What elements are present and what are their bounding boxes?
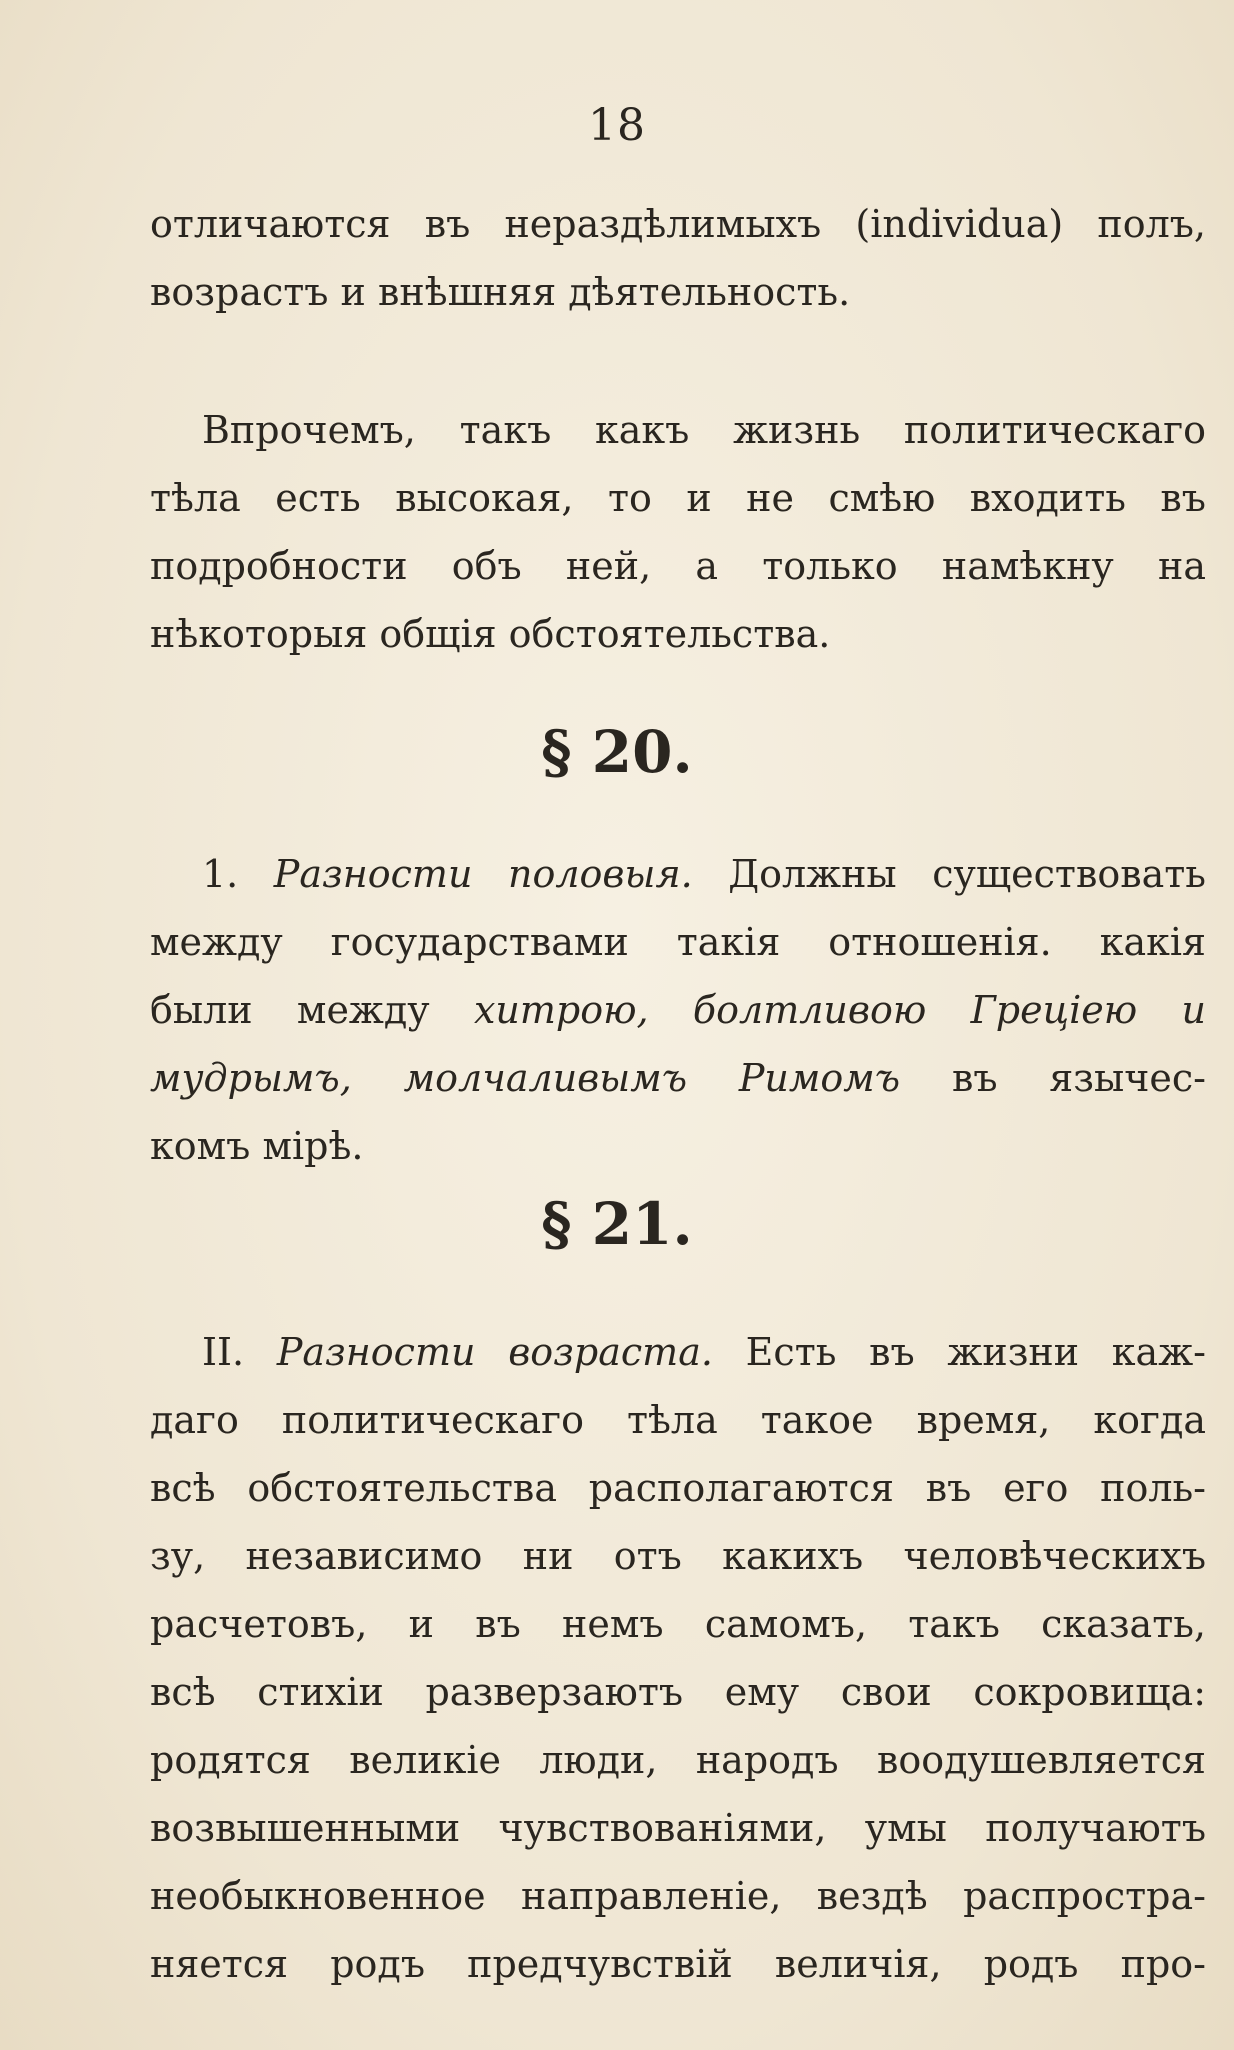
text-line: зу, независимо ни отъ какихъ человѣческихъ bbox=[150, 1534, 1206, 1578]
text-line: няется родъ предчувствій величія, родъ про- bbox=[150, 1942, 1206, 1986]
italic-fragment: мудрымъ, молчаливымъ Римомъ bbox=[150, 1056, 901, 1100]
text-fragment: Есть въ жизни каж- bbox=[745, 1330, 1206, 1374]
text-line: необыкновенное направленіе, вездѣ распростра- bbox=[150, 1874, 1206, 1918]
text-line: возрастъ и внѣшняя дѣятельность. bbox=[150, 270, 851, 314]
text-line: даго политическаго тѣла такое время, когда bbox=[150, 1398, 1206, 1442]
text-fragment: были между bbox=[150, 988, 430, 1032]
paragraph-1 bbox=[150, 190, 1206, 326]
item-title: Разности половыя. bbox=[273, 852, 693, 896]
text-line bbox=[150, 840, 1206, 908]
text-line: Впрочемъ, такъ какъ жизнь политическаго bbox=[202, 408, 1206, 452]
text-line: нѣкоторыя общія обстоятельства. bbox=[150, 612, 831, 656]
text-line: отличаются въ нераздѣлимыхъ (individua) полъ, bbox=[150, 202, 1206, 246]
paragraph-4 bbox=[150, 1318, 1206, 1998]
section-heading-20: § 20. bbox=[541, 718, 693, 786]
text-line: всѣ обстоятельства располагаются въ его поль- bbox=[150, 1466, 1206, 1510]
text-line: всѣ стихіи разверзаютъ ему свои сокровища: bbox=[150, 1670, 1206, 1714]
page-number: 18 bbox=[588, 100, 646, 151]
text-fragment: въ язычес- bbox=[951, 1056, 1206, 1100]
text-line: между государствами такія отношенія. какія bbox=[150, 920, 1206, 964]
text-fragment: Должны существовать bbox=[728, 852, 1206, 896]
text-line: расчетовъ, и въ немъ самомъ, такъ сказать, bbox=[150, 1602, 1206, 1646]
item-number: 1. bbox=[202, 852, 239, 896]
italic-fragment: хитрою, болтливою Греціею и bbox=[473, 988, 1206, 1032]
text-line: подробности объ ней, а только намѣкну на bbox=[150, 544, 1206, 588]
text-line: родятся великіе люди, народъ воодушевляется bbox=[150, 1738, 1206, 1782]
section-heading-21: § 21. bbox=[541, 1190, 693, 1258]
item-number: II. bbox=[202, 1330, 245, 1374]
text-line bbox=[150, 1318, 1206, 1386]
text-line: тѣла есть высокая, то и не смѣю входить въ bbox=[150, 476, 1206, 520]
text-line bbox=[150, 1044, 1206, 1112]
paragraph-3 bbox=[150, 840, 1206, 1180]
paragraph-2 bbox=[150, 396, 1206, 668]
text-line bbox=[150, 976, 1206, 1044]
text-line: комъ мірѣ. bbox=[150, 1124, 364, 1168]
text-line: возвышенными чувствованіями, умы получаютъ bbox=[150, 1806, 1206, 1850]
item-title: Разности возраста. bbox=[276, 1330, 713, 1374]
